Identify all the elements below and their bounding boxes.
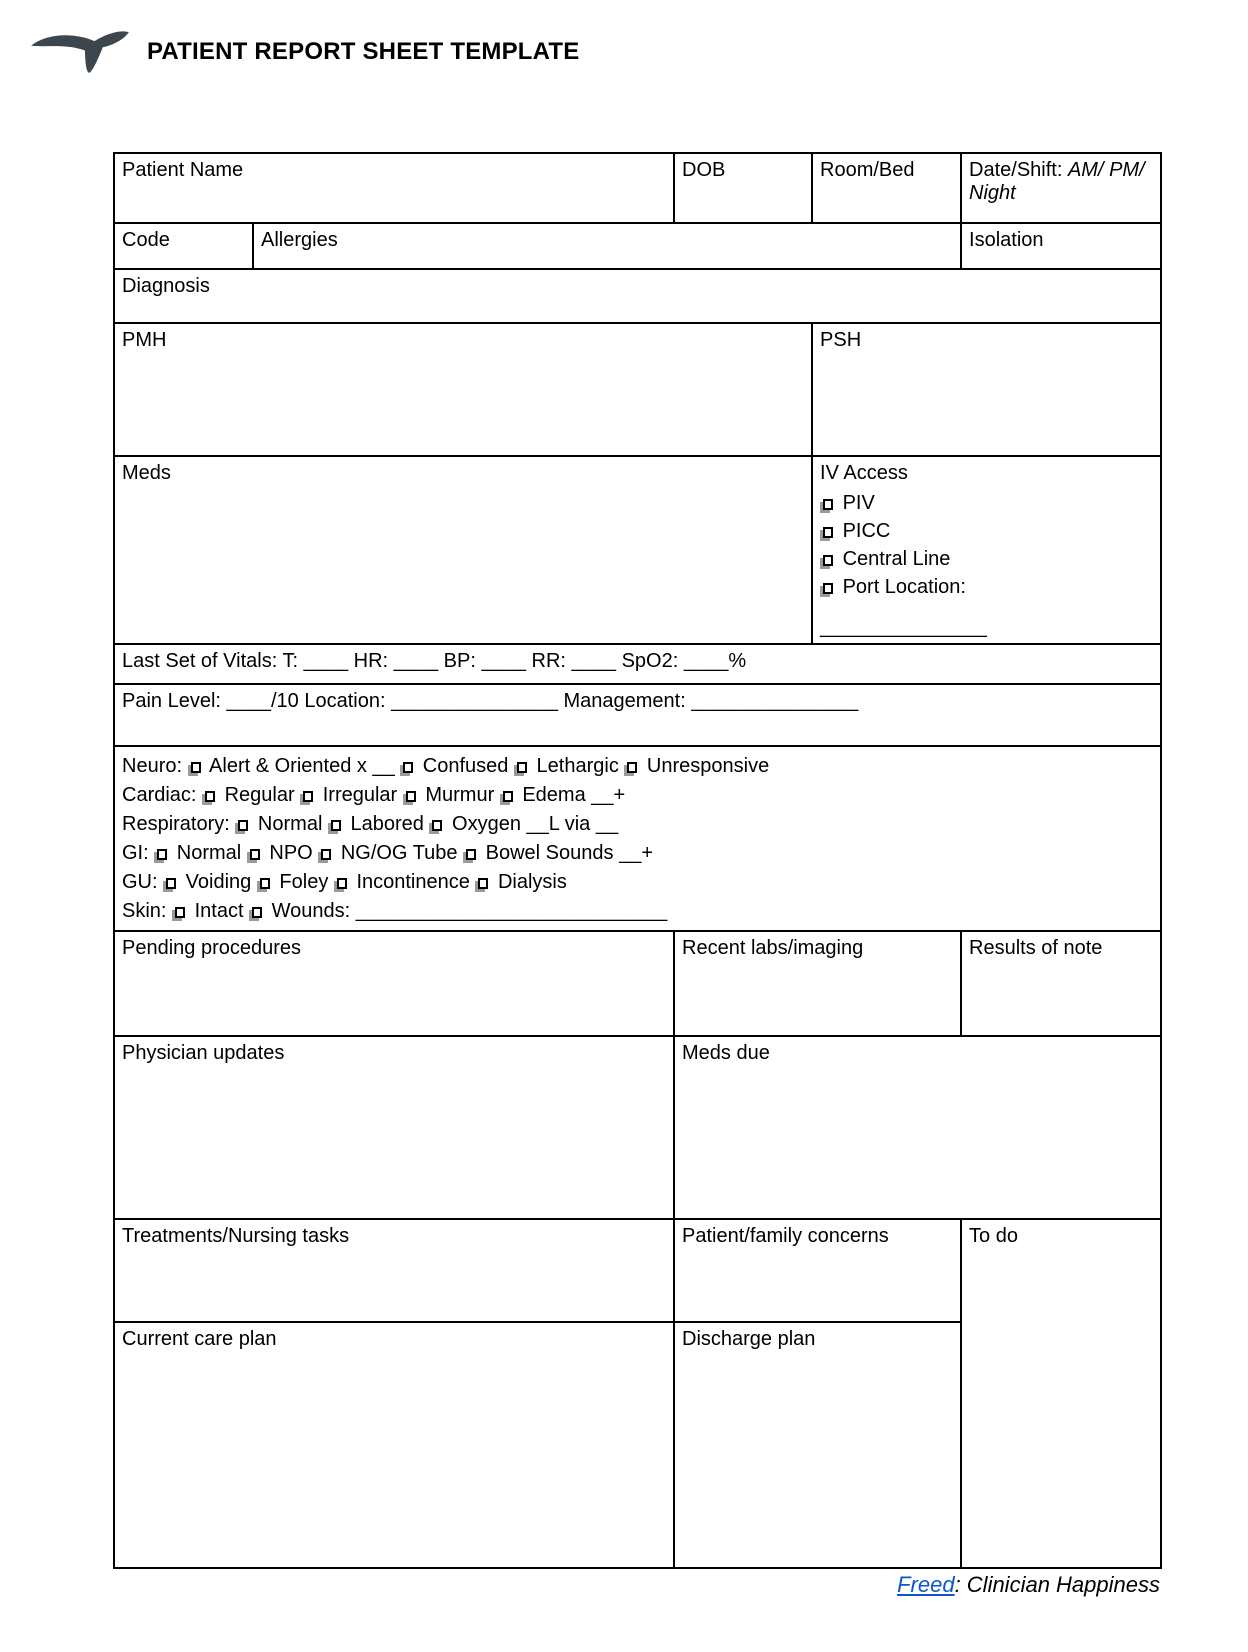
cell-psh: PSH xyxy=(812,323,1161,456)
cell-recent-labs: Recent labs/imaging xyxy=(674,931,961,1036)
checkbox-icon xyxy=(823,499,833,510)
cell-pmh: PMH xyxy=(114,323,812,456)
checkbox-icon xyxy=(432,820,442,831)
checkbox-icon xyxy=(238,820,248,831)
checkbox-icon xyxy=(191,762,201,773)
checkbox-icon xyxy=(166,878,176,889)
iv-option-central-line: Central Line xyxy=(820,545,1154,573)
iv-port-location-blank: _______________ xyxy=(820,616,987,638)
cell-patient-family-concerns: Patient/family concerns xyxy=(674,1219,961,1322)
assessment-line-gi: GI: Normal NPO NG/OG Tube Bowel Sounds __+ xyxy=(122,842,653,864)
checkbox-icon xyxy=(252,907,262,918)
doc-footer xyxy=(113,1572,1160,1598)
iv-option-picc: PICC xyxy=(820,517,1154,545)
checkbox-icon xyxy=(478,878,488,889)
cell-code: Code xyxy=(114,223,253,269)
cell-physician-updates: Physician updates xyxy=(114,1036,674,1219)
cell-dob: DOB xyxy=(674,153,812,223)
cell-systems-assessment xyxy=(114,746,1161,931)
checkbox-icon xyxy=(337,878,347,889)
checkbox-icon xyxy=(517,762,527,773)
cell-pain-level: Pain Level: ____/10 Location: _______________ Management: _______________ xyxy=(114,684,1161,746)
cell-current-care-plan: Current care plan xyxy=(114,1322,674,1568)
freed-link[interactable]: Freed xyxy=(897,1572,955,1597)
doc-header xyxy=(0,0,1248,110)
checkbox-icon xyxy=(406,791,416,802)
date-shift-options: AM/ PM/ Night xyxy=(969,159,1145,204)
cell-patient-name: Patient Name xyxy=(114,153,674,223)
assessment-line-skin: Skin: Intact Wounds: ____________________________ xyxy=(122,900,668,922)
checkbox-icon xyxy=(175,907,185,918)
cell-iv-access xyxy=(812,456,1161,644)
checkbox-icon xyxy=(331,820,341,831)
cell-date-shift xyxy=(961,153,1161,223)
cell-pending-procedures: Pending procedures xyxy=(114,931,674,1036)
iv-option-piv: PIV xyxy=(820,489,1154,517)
checkbox-icon xyxy=(303,791,313,802)
checkbox-icon xyxy=(823,583,833,594)
assessment-line-neuro: Neuro: Alert & Oriented x __ Confused Lethargic Unresponsive xyxy=(122,755,770,777)
assessment-line-gu: GU: Voiding Foley Incontinence Dialysis xyxy=(122,871,567,893)
checkbox-icon xyxy=(321,849,331,860)
cell-room-bed: Room/Bed xyxy=(812,153,961,223)
assessment-line-respiratory: Respiratory: Normal Labored Oxygen __L via __ xyxy=(122,813,619,835)
date-shift-label: Date/Shift: xyxy=(969,159,1068,181)
cell-results-of-note: Results of note xyxy=(961,931,1161,1036)
checkbox-icon xyxy=(260,878,270,889)
iv-access-title: IV Access xyxy=(820,462,908,484)
cell-allergies: Allergies xyxy=(253,223,961,269)
checkbox-icon xyxy=(823,527,833,538)
checkbox-icon xyxy=(627,762,637,773)
checkbox-icon xyxy=(466,849,476,860)
cell-meds: Meds xyxy=(114,456,812,644)
iv-option-port-location: Port Location: xyxy=(820,573,1154,601)
cell-last-vitals: Last Set of Vitals: T: ____ HR: ____ BP: ____ RR: ____ SpO2: ____% xyxy=(114,644,1161,684)
checkbox-icon xyxy=(157,849,167,860)
checkbox-icon xyxy=(503,791,513,802)
cell-isolation: Isolation xyxy=(961,223,1161,269)
checkbox-icon xyxy=(205,791,215,802)
cell-to-do: To do xyxy=(961,1219,1161,1568)
report-sheet-table xyxy=(113,152,1162,1569)
assessment-line-cardiac: Cardiac: Regular Irregular Murmur Edema __+ xyxy=(122,784,626,806)
cell-treatments-nursing-tasks: Treatments/Nursing tasks xyxy=(114,1219,674,1322)
cell-discharge-plan: Discharge plan xyxy=(674,1322,961,1568)
checkbox-icon xyxy=(403,762,413,773)
checkbox-icon xyxy=(250,849,260,860)
freed-bird-logo xyxy=(30,24,130,76)
footer-tagline: : Clinician Happiness xyxy=(954,1572,1160,1597)
cell-meds-due: Meds due xyxy=(674,1036,1161,1219)
page-title: PATIENT REPORT SHEET TEMPLATE xyxy=(147,38,580,65)
checkbox-icon xyxy=(823,555,833,566)
cell-diagnosis: Diagnosis xyxy=(114,269,1161,323)
